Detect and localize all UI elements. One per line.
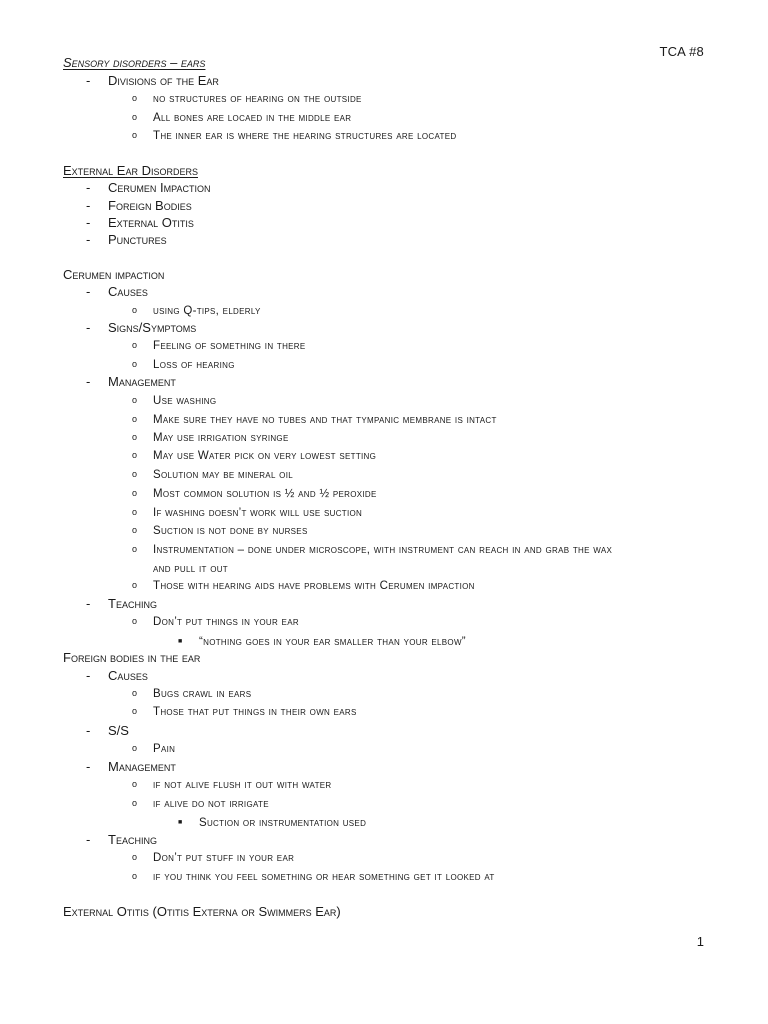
list-item-level-1 — [86, 319, 196, 337]
list-item-level-1 — [86, 179, 210, 197]
list-item-level-2 — [132, 411, 497, 429]
list-item-level-2 — [132, 613, 299, 631]
page-number: 1 — [696, 934, 704, 949]
dash-bullet-icon: - — [86, 320, 91, 335]
circle-bullet-icon: o — [132, 305, 138, 315]
circle-bullet-icon: o — [132, 450, 138, 460]
list-item-level-2 — [132, 776, 332, 794]
circle-bullet-icon: o — [132, 616, 138, 626]
list-item-text: Punctures — [108, 232, 167, 247]
list-item-level-1 — [86, 231, 167, 249]
circle-bullet-icon: o — [132, 525, 138, 535]
document-id-header: TCA #8 — [659, 44, 704, 59]
list-item-text: Divisions of the Ear — [108, 73, 219, 88]
circle-bullet-icon: o — [132, 779, 138, 789]
list-item-text: Management — [108, 759, 176, 774]
list-item-text: Teaching — [108, 832, 157, 847]
list-item-level-1 — [86, 722, 129, 740]
list-item-level-1 — [86, 595, 157, 613]
list-item-text: If washing doesn’t work will use suction — [153, 507, 363, 519]
list-item-text: Instrumentation – done under microscope, with instrument can reach in and grab the wax — [153, 544, 613, 556]
section-heading: Cerumen impaction — [63, 267, 165, 282]
list-item-level-1 — [86, 72, 219, 90]
list-item-text: Those that put things in their own ears — [153, 706, 357, 718]
circle-bullet-icon: o — [132, 871, 138, 881]
circle-bullet-icon: o — [132, 469, 138, 479]
list-item-level-2 — [132, 868, 495, 886]
list-item-text: if you think you feel something or hear something get it looked at — [153, 871, 495, 883]
list-item-text: External Otitis — [108, 215, 194, 230]
list-item-level-2 — [132, 685, 251, 703]
list-item-level-2 — [132, 127, 456, 145]
section-heading: External Ear Disorders — [63, 163, 198, 178]
list-item-level-2 — [132, 447, 376, 465]
list-item-level-1 — [86, 831, 157, 849]
list-item-level-2 — [132, 90, 362, 108]
dash-bullet-icon: - — [86, 284, 91, 299]
circle-bullet-icon: o — [132, 93, 138, 103]
list-item-level-1 — [86, 373, 176, 391]
list-item-text: Signs/Symptoms — [108, 320, 197, 335]
list-item-level-2 — [132, 485, 377, 503]
list-item-continuation: and pull it out — [153, 563, 228, 575]
list-item-text: Causes — [108, 284, 148, 299]
list-item-text: Cerumen Impaction — [108, 180, 211, 195]
list-item-level-2 — [132, 703, 357, 721]
dash-bullet-icon: - — [86, 596, 91, 611]
list-item-text: no structures of hearing on the outside — [153, 93, 362, 105]
list-item-level-2 — [132, 302, 261, 320]
list-item-level-3 — [178, 633, 466, 653]
list-item-level-2 — [132, 109, 351, 127]
list-item-level-3 — [178, 814, 366, 834]
list-item-level-2 — [132, 504, 362, 522]
list-item-level-1 — [86, 214, 194, 232]
list-item-text: using Q-tips, elderly — [153, 305, 261, 317]
list-item-text: May use irrigation syringe — [153, 432, 289, 444]
dash-bullet-icon: - — [86, 198, 91, 213]
list-item-level-2 — [132, 392, 216, 410]
circle-bullet-icon: o — [132, 580, 138, 590]
list-item-text: Suction is not done by nurses — [153, 525, 308, 537]
list-item-text: Bugs crawl in ears — [153, 688, 252, 700]
circle-bullet-icon: o — [132, 706, 138, 716]
list-item-text: Solution may be mineral oil — [153, 469, 293, 481]
list-item-text: if alive do not irrigate — [153, 798, 269, 810]
dash-bullet-icon: - — [86, 232, 91, 247]
circle-bullet-icon: o — [132, 852, 138, 862]
circle-bullet-icon: o — [132, 488, 138, 498]
circle-bullet-icon: o — [132, 544, 138, 554]
list-item-text: Don’t put things in your ear — [153, 616, 299, 628]
list-item-text: Pain — [153, 743, 176, 755]
circle-bullet-icon: o — [132, 395, 138, 405]
circle-bullet-icon: o — [132, 432, 138, 442]
list-item-text: May use Water pick on very lowest setting — [153, 450, 377, 462]
dash-bullet-icon: - — [86, 668, 91, 683]
list-item-text: S/S — [108, 723, 129, 738]
list-item-level-2 — [132, 466, 293, 484]
dash-bullet-icon: - — [86, 180, 91, 195]
square-bullet-icon: ■ — [178, 819, 183, 826]
list-item-text: if not alive flush it out with water — [153, 779, 332, 791]
circle-bullet-icon: o — [132, 798, 138, 808]
list-item-text: Loss of hearing — [153, 359, 235, 371]
section-heading: Sensory disorders – ears — [63, 55, 206, 70]
circle-bullet-icon: o — [132, 743, 138, 753]
list-item-level-2 — [132, 740, 175, 758]
list-item-level-2 — [132, 522, 308, 540]
list-item-level-2 — [132, 577, 475, 595]
list-item-text: Use washing — [153, 395, 217, 407]
dash-bullet-icon: - — [86, 832, 91, 847]
section-heading: Foreign bodies in the ear — [63, 650, 201, 665]
section-heading: External Otitis (Otitis Externa or Swimmers Ear) — [63, 904, 341, 919]
dash-bullet-icon: - — [86, 759, 91, 774]
list-item-text: Those with hearing aids have problems with Cerumen impaction — [153, 580, 475, 592]
circle-bullet-icon: o — [132, 507, 138, 517]
list-item-text: Management — [108, 374, 176, 389]
list-item-level-1 — [86, 667, 148, 685]
circle-bullet-icon: o — [132, 112, 138, 122]
list-item-text: Teaching — [108, 596, 157, 611]
circle-bullet-icon: o — [132, 359, 138, 369]
dash-bullet-icon: - — [86, 723, 91, 738]
list-item-text: The inner ear is where the hearing structures are located — [153, 130, 457, 142]
list-item-level-1 — [86, 758, 176, 776]
list-item-level-2 — [132, 337, 306, 355]
list-item-level-1 — [86, 197, 192, 215]
list-item-text: Feeling of something in there — [153, 340, 306, 352]
dash-bullet-icon: - — [86, 73, 91, 88]
list-item-text: All bones are locaed in the middle ear — [153, 112, 352, 124]
list-item-text: Foreign Bodies — [108, 198, 192, 213]
list-item-text: Suction or instrumentation used — [199, 817, 367, 829]
list-item-level-2 — [132, 356, 235, 374]
list-item-level-2 — [132, 541, 612, 559]
list-item-text: “nothing goes in your ear smaller than your elbow” — [199, 636, 466, 648]
list-item-level-2 — [132, 429, 289, 447]
list-item-level-1 — [86, 283, 148, 301]
dash-bullet-icon: - — [86, 374, 91, 389]
circle-bullet-icon: o — [132, 340, 138, 350]
list-item-level-2 — [132, 795, 269, 813]
circle-bullet-icon: o — [132, 414, 138, 424]
list-item-text: Make sure they have no tubes and that tympanic membrane is intact — [153, 414, 497, 426]
circle-bullet-icon: o — [132, 688, 138, 698]
circle-bullet-icon: o — [132, 130, 138, 140]
list-item-text: Don’t put stuff in your ear — [153, 852, 295, 864]
list-item-text: Causes — [108, 668, 148, 683]
dash-bullet-icon: - — [86, 215, 91, 230]
list-item-level-2 — [132, 849, 294, 867]
square-bullet-icon: ■ — [178, 638, 183, 645]
list-item-text: Most common solution is ½ and ½ peroxide — [153, 488, 377, 500]
